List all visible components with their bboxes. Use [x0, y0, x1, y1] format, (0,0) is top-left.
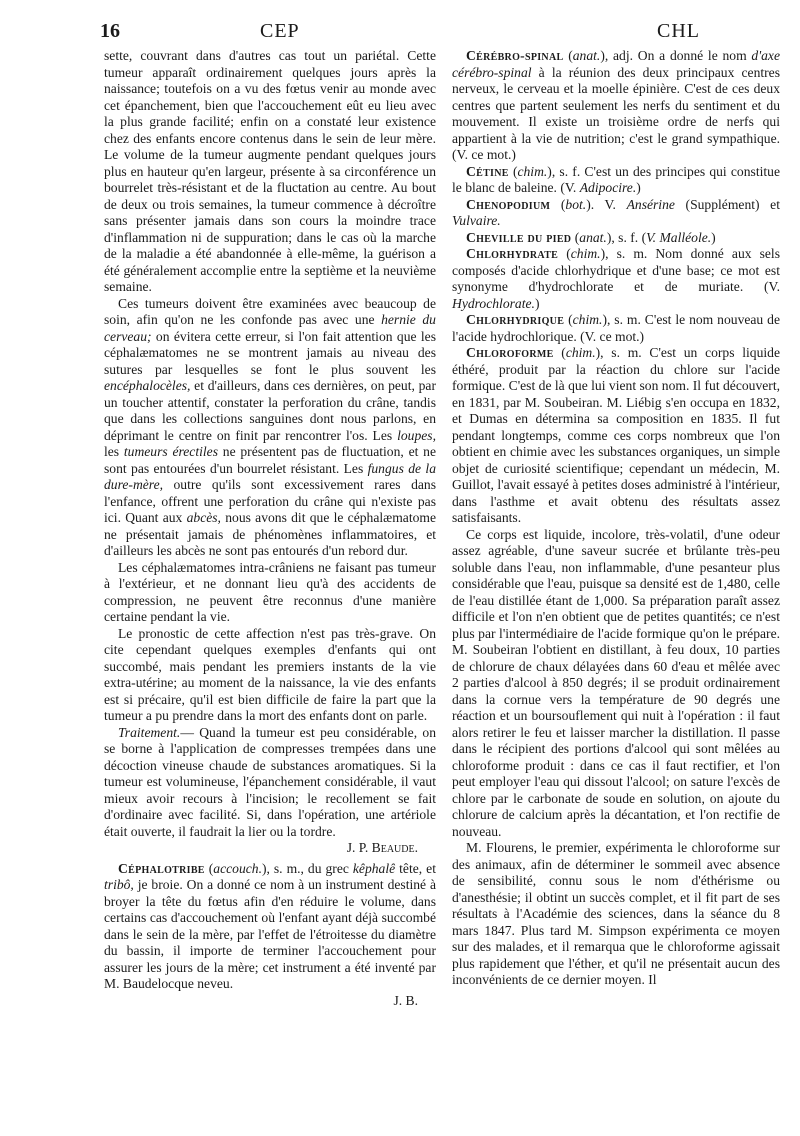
headword: Chloroforme: [466, 345, 554, 360]
entry-chlorhydrate: Chlorhydrate (chim.), s. m. Nom donné aux sels composés d'acide chlorhydrique et d'une base; ce mot est synonyme d'hydrochlorate et de muriate. (V. Hydrochlorate.): [452, 246, 780, 311]
paragraph: Traitement.— Quand la tumeur est peu considérable, on se borne à l'application de compresses trempées dans une décoction vineuse chaude de substances aromatiques. Si la tumeur est volumineuse, l'épanchement considérable, il vaut mieux avoir recours à l'incision; le recollement se fait d'ordinaire avec facilité. Si, dans l'opération, une artériole était ouverte, il faudrait la lier ou la tordre. J. P. Beaude.: [104, 724, 436, 855]
entry-chloroforme: Chloroforme (chim.), s. m. C'est un corps liquide éthéré, produit par la réaction du chlore sur l'acide formique. C'est de là que lui vient son nom. Il fut découvert, en 1831, par M. Soubeiran. M. Liébig s'en occupa en 1832, et Dumas en détermina sa composition en 1835. Il fut pendant longtemps, comme ces corps nombreux que l'on obtient en chimie avec les substances organiques, un simple objet de curiosité scientifique; cependant un médecin, M. Guillot, l'avait essayé à petites doses administré à l'intérieur, dans l'asthme et avait obtenu des résultats assez satisfaisants.: [452, 345, 780, 525]
paragraph: Le pronostic de cette affection n'est pas très-grave. On cite cependant quelques exemples d'enfants qui ont succombé, mais pendant les premiers instants de la vie extra-utérine; au moment de la naissance, la vie des enfants est si précaire, qu'il est bien difficile de faire la part que la tumeur a pu prendre dans la mort des enfants dont on parle.: [104, 625, 436, 723]
entry-cephalotribe: Céphalotribe (accouch.), s. m., du grec kêphalê tête, et tribô, je broie. On a donné ce nom à un instrument destiné à broyer la tête du fœtus afin d'en réduire le volume, dans certains cas d'accouchement où l'enfant ayant déjà succombé dans le sein de la mère, par l'effet de l'étroitesse du diamètre du bassin, il importe de terminer l'accouchement pour assurer les jours de la mère; cet instrument a été inventé par M. Baudelocque neveu. J. B.: [104, 860, 436, 1008]
right-running-head: CHL: [657, 20, 700, 42]
headword: Chlorhydrique: [466, 312, 565, 327]
headword: Cheville du pied: [466, 229, 572, 245]
paragraph: Ces tumeurs doivent être examinées avec beaucoup de soin, afin qu'on ne les confonde pas avec une hernie du cerveau; on évitera cette erreur, si l'on fait attention que les céphalæmatomes ne se montrent jamais au niveau des sutures par lesquelles se font le plus souvent les encéphalocèles, et d'ailleurs, dans ces dernières, on peut, par un toucher attentif, constater la perforation du crâne, tandis que dans les collections sanguines dont nous parlons, en déprimant le centre on finit par rencontrer l'os. Les loupes, les tumeurs érectiles ne présentent pas de fluctuation, et ne sont pas entourées d'un bourrelet résistant. Les fungus de la dure-mère, outre qu'ils sont excessivement rares dans l'enfance, offrent une perforation du crâne qui n'existe pas ici. Quant aux abcès, nous avons dit que le céphalæmatome ne présentait jamais de phénomènes inflammatoires, et d'ailleurs les abcès ne sont pas entourés d'un rebord dur.: [104, 295, 437, 558]
paragraph: M. Flourens, le premier, expérimenta le chloroforme sur des animaux, afin de déterminer le sommeil avec absence de sensibilité, connu sous le nom d'éthérisme ou d'anesthésie; il obtint un succès complet, et il fit part de ses résultats à l'Académie des sciences, dans la séance du 8 mars 1847. Plus tard M. Simpson expérimenta ce moyen sur des malades, et il remarqua que le chloroforme agissait plus rapidement que l'éther, et qu'il ne présentait aucun des inconvénients de ce dernier moyen. Il: [452, 840, 780, 987]
running-header: [100, 20, 780, 44]
entry-cheville-du-pied: Cheville du pied (anat.), s. f. (V. Malléole.): [466, 229, 716, 245]
page-number: 16: [100, 20, 120, 42]
paragraph: sette, couvrant dans d'autres cas tout un pariétal. Cette tumeur apparaît ordinairement quelques jours après la naissance; toutefois on a vu des fœtus venir au monde avec cet épanchement, bien que l'accouchement eût eu lieu avec la plus grande facilité; enfin on a constaté leur existence chez des enfants encore contenus dans le sein de leur mère. Le volume de la tumeur augmente pendant quelques jours plus en hauteur qu'en largeur, présente à sa circonférence un bourrelet très-résistant et de la fluctation au centre. Au bout de deux ou trois semaines, la tumeur commence à décroître sans présenter jamais dans son cours la moindre trace d'inflammation ni de suppuration; dans le cas où la marche de la maladie a été abandonnée à elle-même, la guérison a été généralement accomplie entre la septième et la neuvième semaine.: [104, 48, 436, 294]
headword: Chenopodium: [466, 196, 551, 212]
headword: Chlorhydrate: [466, 246, 559, 261]
headword: Céphalotribe: [118, 860, 205, 876]
left-running-head: CEP: [260, 20, 300, 42]
author-signature: J. B.: [393, 992, 418, 1008]
left-column: [104, 48, 436, 1009]
headword: Cétine: [466, 163, 509, 179]
author-signature: J. P. Beaude.: [346, 840, 418, 855]
right-column: [452, 48, 780, 989]
entry-cerebro-spinal: Cérébro-spinal (anat.), adj. On a donné le nom d'axe cérébro-spinal à la réunion des deux principaux centres nerveux, le cerveau et la moelle épinière. C'est de ces deux centres que partent seulement les nerfs du sentiment et du mouvement. Il existe un troisième ordre de nerfs qui appartient à la vie de nutrition; c'est le grand sympathique. (V. ce mot.): [452, 48, 780, 162]
entry-cetine: Cétine (chim.), s. f. C'est un des principes qui constitue le blanc de baleine. (V. Adipocire.): [452, 163, 780, 195]
entry-chlorhydrique: Chlorhydrique (chim.), s. m. C'est le nom nouveau de l'acide hydrochlorique. (V. ce mot.): [452, 312, 780, 344]
headword: Cérébro-spinal: [466, 48, 564, 63]
entry-chenopodium: Chenopodium (bot.). V. Ansérine (Supplément) et Vulvaire.: [452, 196, 780, 228]
paragraph: Les céphalæmatomes intra-crâniens ne faisant pas tumeur à l'extérieur, et ne donnant lieu qu'à des accidents de compression, ne peuvent être reconnus d'une manière certaine pendant la vie.: [104, 559, 436, 624]
paragraph: Ce corps est liquide, incolore, très-volatil, d'une odeur assez agréable, d'une saveur sucrée et brûlante très-peu soluble dans l'eau, non inflammable, d'une pesanteur plus considérable que l'eau, puisque sa densité est de 1,480, celle de l'eau distillée étant de 1,000. Sa préparation paraît assez difficile et l'on n'en obtient que de petites quantités; ce n'est plus par l'intermédiaire de l'acide formique qu'on le prépare. M. Soubeiran l'obtient en distillant, à feu doux, 10 parties de chlorure de chaux délayées dans 60 d'eau et mêlée avec 2 parties d'alcool à 850 degrés; il se produit ordinairement dans la cornue vers la température de 90 degrés une réaction et un boursouflement qui nuit à l'opération : il faut alors retirer le feu et laisser marcher la distillation. Il passe dans le récipient des portions d'alcool qui sont mêlées au chloroforme produit : dans ce cas il faut rectifier, et l'on peut employer l'eau qui dissout l'alcool; on sature l'excès de chlore par le carbonate de soude en solution, on ajoute du chlorure de calcium après la décantation, et l'on rectifie de nouveau.: [452, 526, 780, 839]
